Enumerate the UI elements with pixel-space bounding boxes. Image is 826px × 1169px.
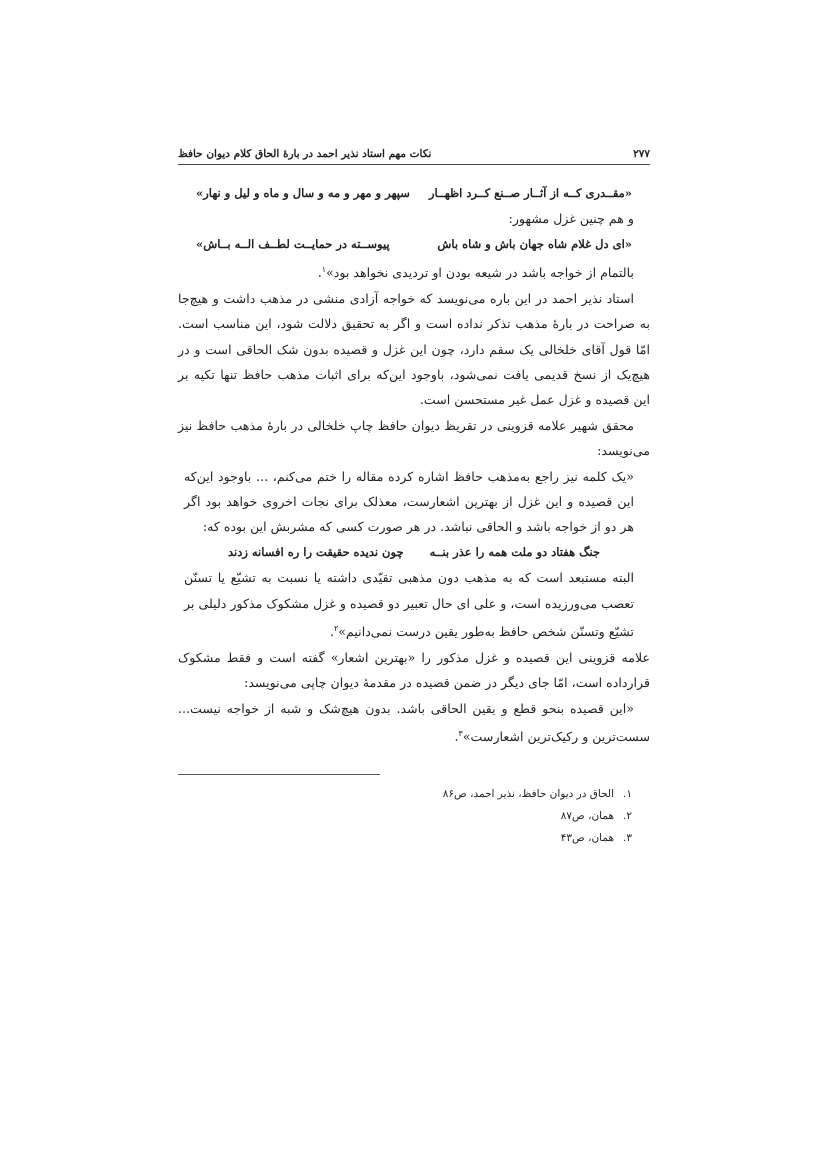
paragraph-2: استاد نذیر احمد در این باره می‌نویسد که خواجه آزادی منشی در مذهب داشت و هیچ‌جا به صراحت در بارۀ مذهب تذکر نداده است و اگر به تحقیق دلالت شود، این مناسب است. امّا قول آقای خلخالی یک سقم دارد، چون این غزل و قصیده بدون شک الحاقی است و در هیچ‌یک از نسخ قدیمی یافت نمی‌شود، باوجود این‌که برای اثبات مذهب حافظ تنها تکیه بر این قصیده و غزل عمل غیر مستحسن است. — [178, 290, 650, 408]
footnote-number: ۱. — [623, 787, 632, 800]
verse-1-hemistich-2: سپهر و مهر و مه و سال و ماه و لیل و نهار» — [196, 186, 410, 200]
verse-3-hemistich-1: جنگ هفتاد دو ملت همه را عذر بنــه — [429, 544, 601, 559]
footnote-separator — [178, 774, 380, 775]
quotation-2-text: البته مستبعد است که به مذهب دون مذهبی تقیّدی داشته یا نسبت به تشیّع یا تسنّن تعصب می‌ورزیده است، و علی ای حال تعبیر دو قصیده و غزل مشکوک مذکور دلیلی بر تشیّع وتسنّن شخص حافظ به‌طور یقین درست نمی‌دانیم» — [184, 570, 634, 640]
footnote-text: الحاق در دیوان حافظ، نذیر احمد، ص۸۶ — [442, 787, 614, 800]
verse-3 — [178, 540, 650, 565]
verse-1 — [178, 181, 650, 206]
footnote-ref-3: ۳ — [458, 728, 463, 738]
paragraph-4: علامه قزوینی این قصیده و غزل مذکور را «بهترین اشعار» گفته است و فقط مشکوک قرارداده است، امّا جای دیگر در ضمن قصیده در مقدمۀ دیوان چاپی می‌نویسد: — [178, 649, 650, 691]
paragraph-1-text: بالتمام از خواجه باشد در شیعه بودن او تردیدی نخواهد بود» — [326, 265, 634, 281]
verse-3-hemistich-2: چون ندیده حقیقت را ره افسانه زدند — [227, 544, 404, 559]
footnote-text: همان، ص۸۷ — [560, 809, 614, 822]
running-title: نکات مهم استاد نذیر احمد در بارۀ الحاق کلام دیوان حافظ — [178, 148, 432, 160]
page-header — [178, 138, 650, 165]
quotation-1: «یک کلمه نیز راجع به‌مذهب حافظ اشاره کرده مقاله را ختم می‌کنم، ... باوجود این‌که این قصیده و این غزل از بهترین اشعارست، معذلک برای نجات اخروی خواهد بود اگر هر دو از خواجه باشد و الحاقی نباشد. در هر صورت کسی که مشربش این بوده که: — [184, 468, 634, 535]
verse-2-hemistich-1: «ای دل غلام شاه جهان باش و شاه باش — [437, 236, 632, 251]
footnotes — [178, 783, 650, 849]
footnote-item — [178, 827, 632, 849]
footnote-number: ۳. — [623, 831, 632, 844]
verse-1-hemistich-1: «مقــدری کــه از آثــار صــنع کــرد اظهــار — [428, 186, 632, 200]
verse-2-hemistich-2: پیوســته در حمایــت لطــف الــه بــاش» — [196, 236, 390, 251]
footnote-item — [178, 783, 632, 805]
paragraph-5: «این قصیده بنحو قطع و یقین الحاقی باشد. بدون هیچ‌شک و شبه از خواجه نیست... سست‌ترین و رکیک‌ترین اشعارست»$^۳$. — [178, 700, 650, 745]
footnote-ref-2: ۲ — [334, 624, 339, 634]
intro-line: و هم چنین غزل مشهور: — [508, 211, 634, 227]
footnote-text: همان، ص۴۳ — [560, 831, 614, 844]
footnote-item — [178, 805, 632, 827]
paragraph-5-text: «این قصیده بنحو قطع و یقین الحاقی باشد. بدون هیچ‌شک و شبه از خواجه نیست... سست‌ترین و رکیک‌ترین اشعارست» — [178, 700, 650, 745]
quotation-2: البته مستبعد است که به مذهب دون مذهبی تقیّدی داشته یا نسبت به تشیّع یا تسنّن تعصب می‌ورزیده است، و علی ای حال تعبیر دو قصیده و غزل مشکوک مذکور دلیلی بر تشیّع وتسنّن شخص حافظ به‌طور یقین درست نمی‌دانیم»$^۲$. — [184, 570, 634, 640]
paragraph-3: محقق شهیر علامه قزوینی در تقریظ دیوان حافظ چاپ خلخالی در بارۀ مذهب حافظ نیز می‌نویسد: — [178, 417, 650, 459]
footnote-number: ۲. — [623, 809, 632, 822]
page-number: ۲۷۷ — [633, 148, 650, 160]
paragraph-1: بالتمام از خواجه باشد در شیعه بودن او تردیدی نخواهد بود»$^۱$. — [317, 265, 634, 281]
document-page — [178, 138, 650, 849]
page-body — [178, 181, 650, 750]
verse-2 — [178, 232, 650, 257]
footnote-ref-1: ۱ — [321, 265, 327, 275]
